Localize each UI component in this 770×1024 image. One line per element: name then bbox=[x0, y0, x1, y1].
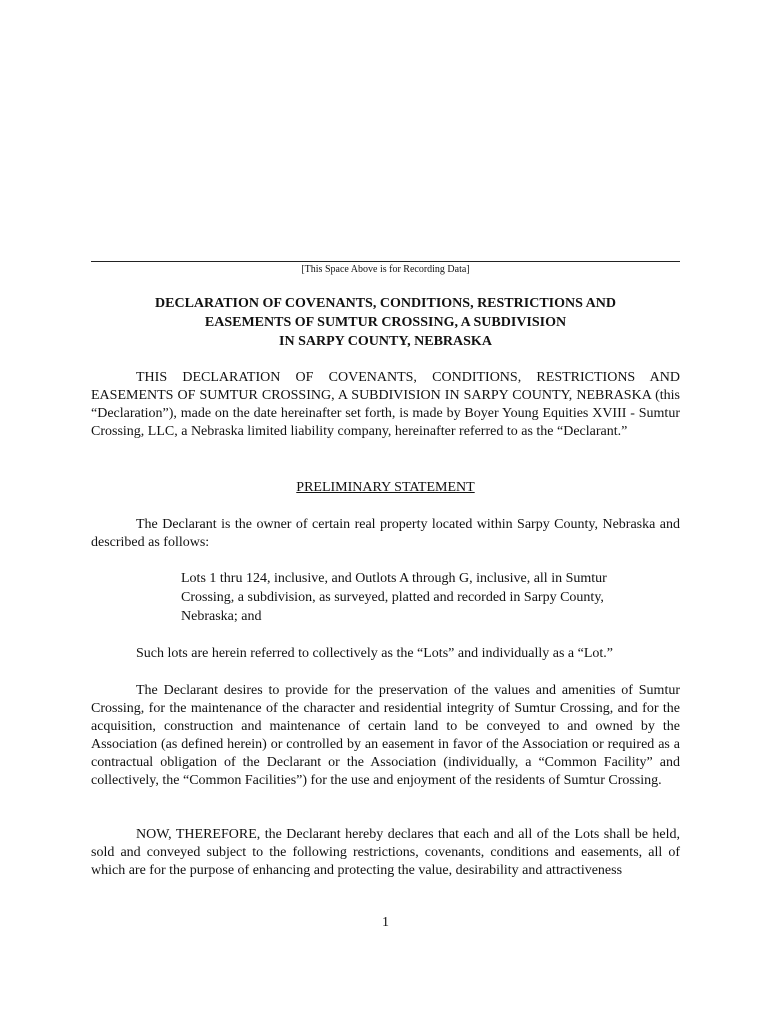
document-title bbox=[91, 294, 680, 351]
section-heading bbox=[91, 479, 680, 497]
intro-paragraph: THIS DECLARATION OF COVENANTS, CONDITIONS, RESTRICTIONS AND EASEMENTS OF SUMTUR CROSSING, A SUBDIVISION IN SARPY COUNTY, NEBRASKA (this “Declaration”), made on the date hereinafter set forth, is made by Boyer Young Equities XVIII - Sumtur Crossing, LLC, a Nebraska limited liability company, hereinafter referred to as the “Declarant.” bbox=[91, 370, 680, 439]
title-line-2: EASEMENTS OF SUMTUR CROSSING, A SUBDIVISION bbox=[204, 315, 567, 330]
page-number: 1 bbox=[382, 915, 389, 930]
title-line-3: IN SARPY COUNTY, NEBRASKA bbox=[279, 334, 492, 349]
therefore-paragraph: NOW, THEREFORE, the Declarant hereby declares that each and all of the Lots shall be held, sold and conveyed subject to the following restrictions, covenants, conditions and easements, all of which are for the purpose of enhancing and protecting the value, desirability and attractiveness bbox=[91, 827, 680, 878]
section-heading-text: PRELIMINARY STATEMENT bbox=[296, 480, 475, 495]
lots-reference: Such lots are herein referred to collectively as the “Lots” and individually as a “Lot.” bbox=[136, 646, 613, 661]
owner-paragraph: The Declarant is the owner of certain real property located within Sarpy County, Nebraska and described as follows: bbox=[91, 517, 680, 550]
recording-divider bbox=[91, 261, 680, 262]
lots-description: Lots 1 thru 124, inclusive, and Outlots A through G, inclusive, all in Sumtur Crossing, a subdivision, as surveyed, platted and recorded in Sarpy County, Nebraska; and bbox=[181, 571, 607, 624]
recording-note: [This Space Above is for Recording Data] bbox=[301, 264, 470, 275]
desires-paragraph: The Declarant desires to provide for the preservation of the values and amenities of Sumtur Crossing, for the maintenance of the character and residential integrity of Sumtur Crossing, and for the acquisition, construction and maintenance of certain land to be conveyed to and owned by the Association (as defined herein) or controlled by an easement in favor of the Association or required as a contractual obligation of the Declarant or the Association (individually, a “Common Facility” and collectively, the “Common Facilities”) for the use and enjoyment of the residents of Sumtur Crossing. bbox=[91, 683, 680, 788]
title-line-1: DECLARATION OF COVENANTS, CONDITIONS, RESTRICTIONS AND bbox=[155, 296, 616, 311]
